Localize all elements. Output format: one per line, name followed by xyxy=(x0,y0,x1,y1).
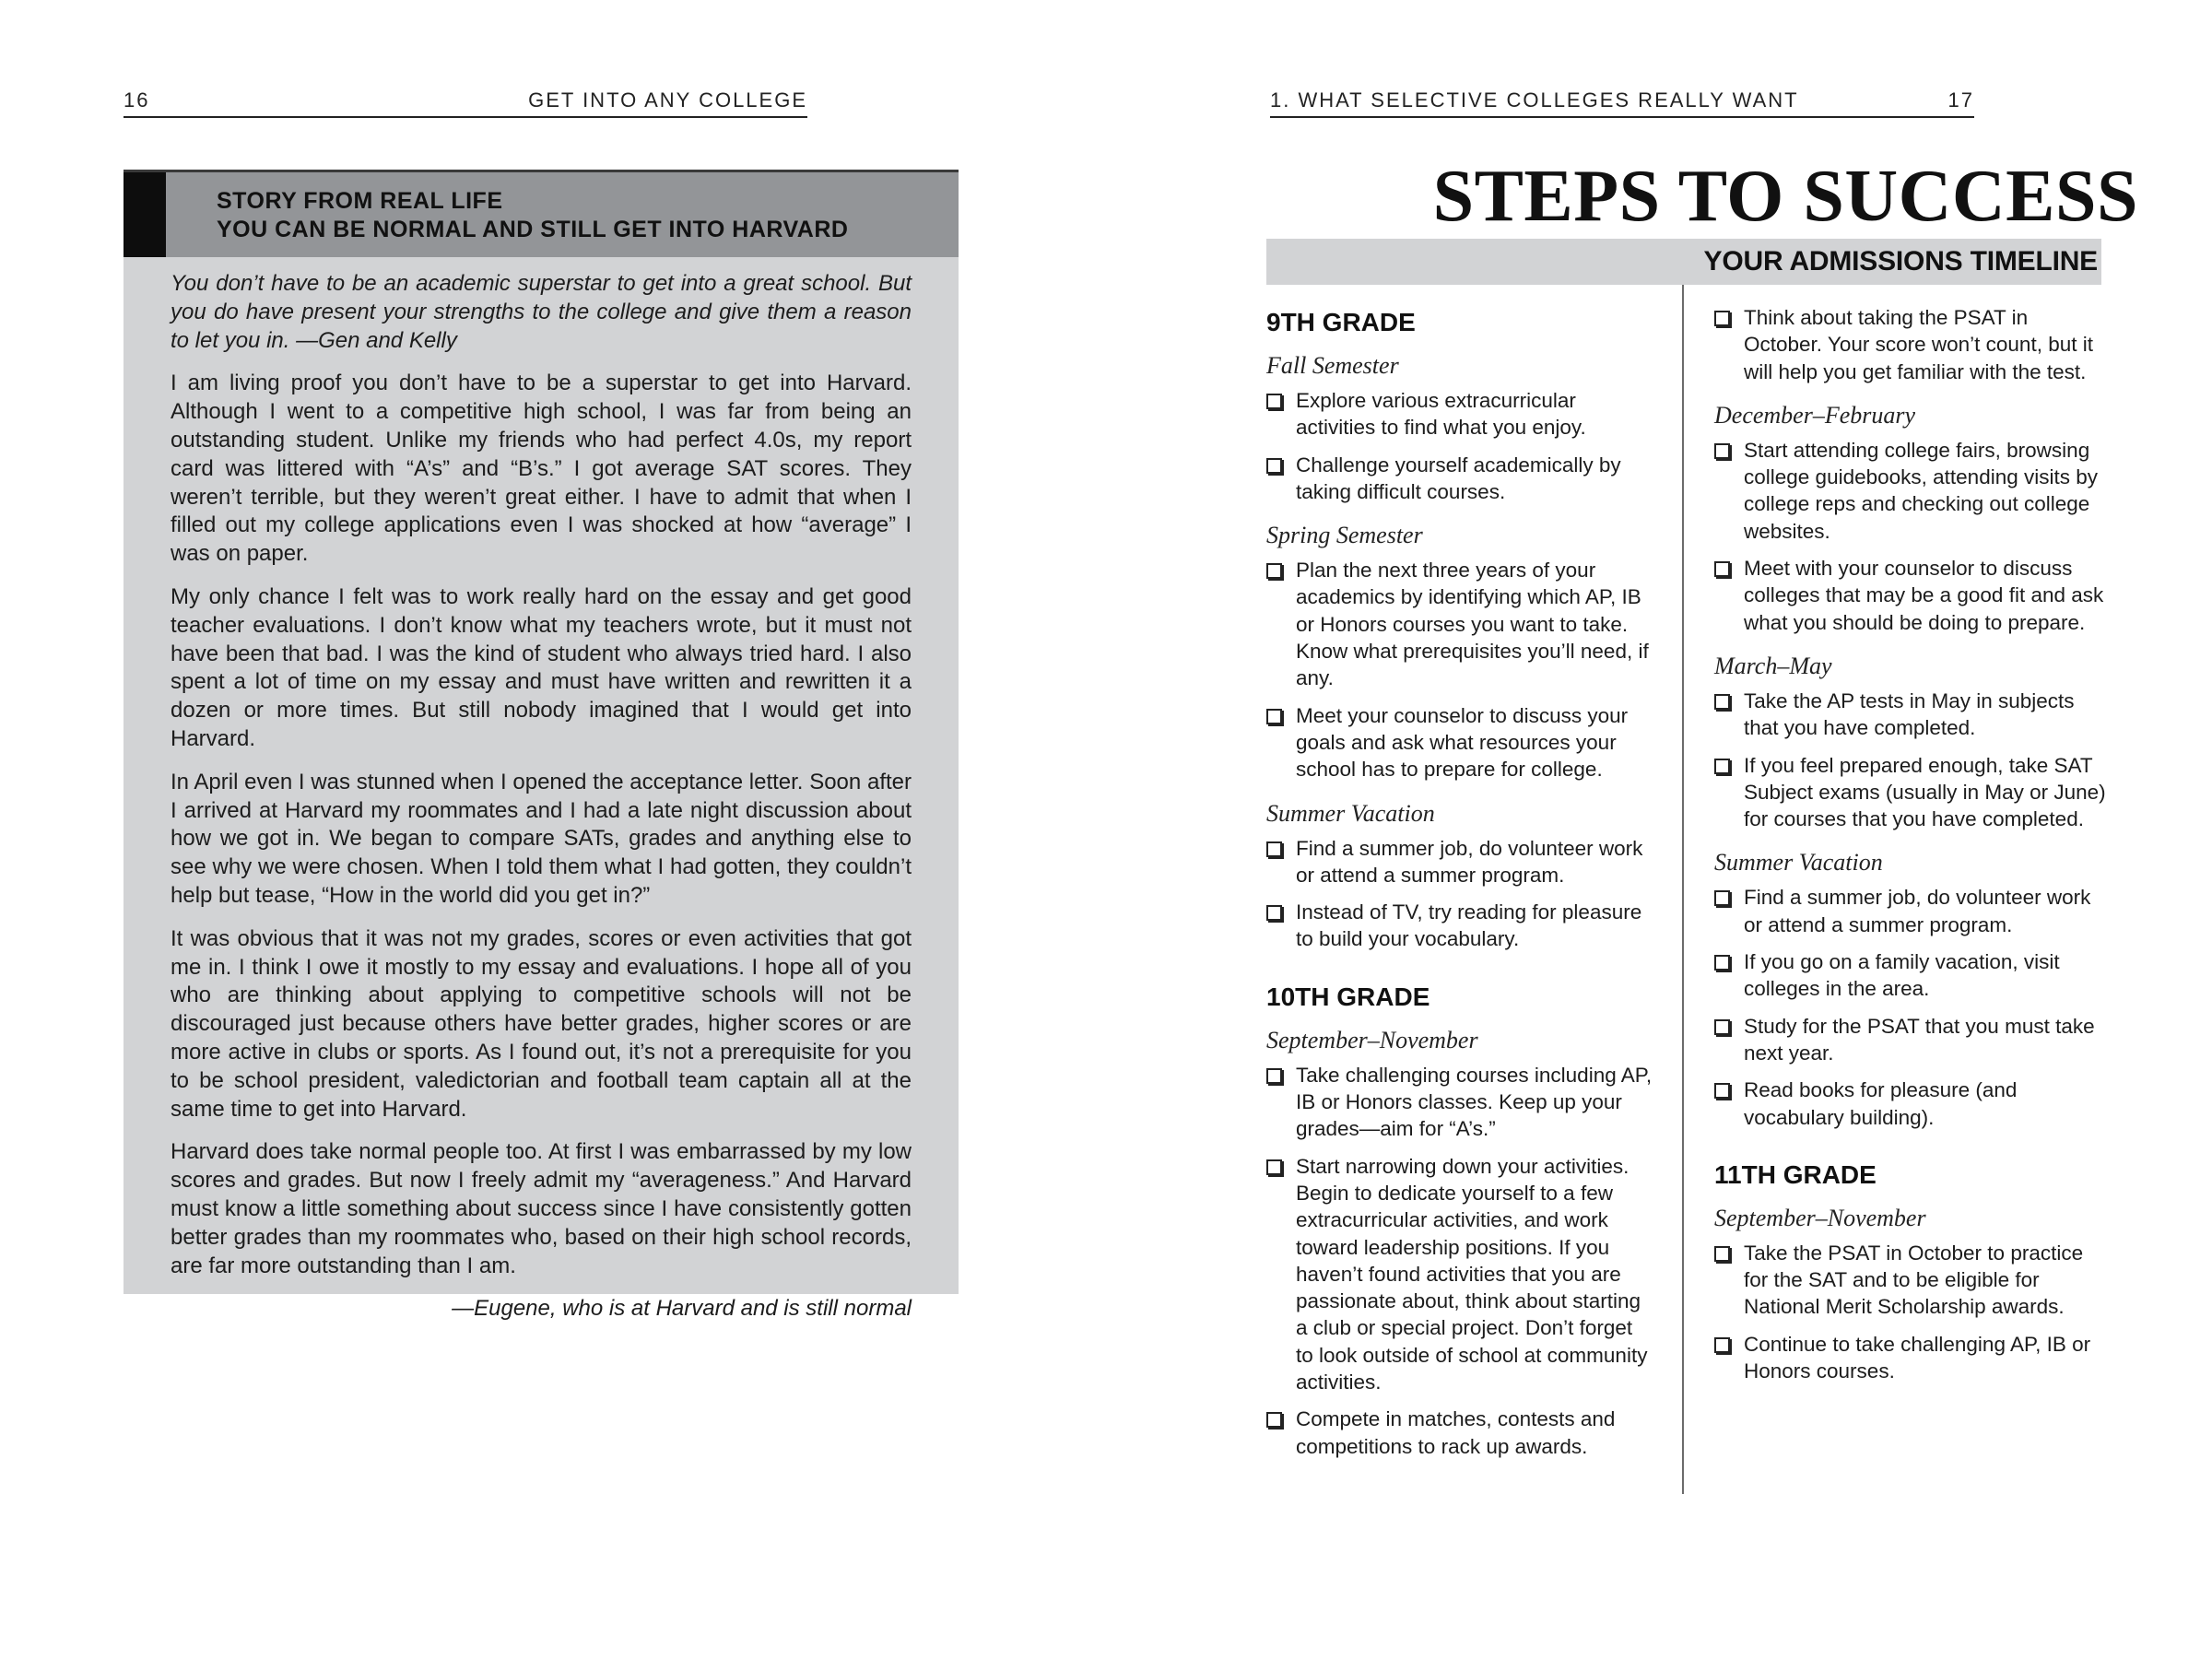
checklist-item-text: Meet with your counselor to discuss colleges that may be a good fit and ask what you should be doing to prepare. xyxy=(1744,557,2104,634)
story-body xyxy=(171,270,912,1338)
grade-heading-10: 10TH GRADE xyxy=(1266,982,1430,1011)
right-page xyxy=(1106,0,2212,1659)
story-header xyxy=(124,170,959,257)
checkbox-icon xyxy=(1714,443,1730,459)
checklist-item xyxy=(1714,304,2111,385)
period-heading: September–November xyxy=(1714,1204,1926,1231)
running-header-right xyxy=(1270,88,1974,118)
checklist-item-text: Challenge yourself academically by taking difficult courses. xyxy=(1296,453,1621,503)
checklist-item xyxy=(1266,899,1653,953)
checklist-item xyxy=(1714,555,2111,636)
period-heading: September–November xyxy=(1266,1026,1478,1053)
period-heading: Summer Vacation xyxy=(1714,849,1883,877)
running-header-left xyxy=(124,88,807,118)
page-number-left: 16 xyxy=(124,88,150,112)
checklist-item-text: Continue to take challenging AP, IB or Honors courses. xyxy=(1744,1332,2091,1383)
story-paragraph: It was obvious that it was not my grades, scores or even activities that got me in. I think I owe it mostly to my essay and evaluations. I hope all of you who are thinking about applying to competitive schools will not be discouraged just because others have better grades, higher scores or are more active in clubs or sports. As I found out, it’s not a prerequisite for you to be school president, valedictorian and football team captain all at the same time to get into Harvard. xyxy=(171,925,912,1122)
checklist-item xyxy=(1714,884,2111,938)
checklist-item xyxy=(1714,948,2111,1003)
page-title: STEPS TO SUCCESS xyxy=(1432,156,2138,237)
story-label: STORY FROM REAL LIFE xyxy=(217,188,503,214)
story-header-accent-bar xyxy=(124,172,166,257)
checkbox-icon xyxy=(1714,1337,1730,1353)
checkbox-icon xyxy=(1714,955,1730,971)
story-paragraph: My only chance I felt was to work really hard on the essay and get good teacher evaluations. I don’t know what my teachers wrote, but it must not have been that bad. I was the kind of student who always tried hard. I also spent a lot of time on my essay and must have written and rewritten it a dozen or more times. But still nobody imagined that I would get into Harvard. xyxy=(171,583,912,751)
period-heading: Fall Semester xyxy=(1266,352,1399,379)
checkbox-icon xyxy=(1714,1019,1730,1035)
checklist-item-text: Find a summer job, do volunteer work or attend a summer program. xyxy=(1296,836,1643,887)
running-title-right: 1. WHAT SELECTIVE COLLEGES REALLY WANT xyxy=(1270,88,1799,112)
checklist-item xyxy=(1266,1406,1653,1460)
checklist-item-text: Take the PSAT in October to practice for the SAT and to be eligible for National Merit Scholarship awards. xyxy=(1744,1241,2084,1319)
checkbox-icon xyxy=(1714,1246,1730,1262)
checklist-item xyxy=(1266,835,1653,889)
checklist-item xyxy=(1714,437,2111,545)
checkbox-icon xyxy=(1266,1159,1282,1175)
story-title: YOU CAN BE NORMAL AND STILL GET INTO HARVARD xyxy=(217,217,849,242)
column-divider xyxy=(1682,285,1684,1494)
checklist-item-text: Meet your counselor to discuss your goals and ask what resources your school has to prepare for college. xyxy=(1296,703,1629,782)
checkbox-icon xyxy=(1266,563,1282,579)
checklist-item-text: Study for the PSAT that you must take next year. xyxy=(1744,1014,2095,1065)
grade-heading-9: 9TH GRADE xyxy=(1266,308,1416,336)
checklist-item xyxy=(1266,702,1653,783)
checklist-item-text: Think about taking the PSAT in October. Your score won’t count, but it will help you get familiar with the test. xyxy=(1744,306,2093,383)
checklist-item xyxy=(1266,557,1653,691)
checkbox-icon xyxy=(1266,905,1282,921)
checkbox-icon xyxy=(1266,1068,1282,1084)
period-heading: Spring Semester xyxy=(1266,522,1423,549)
story-intro: You don’t have to be an academic superstar to get into a great school. But you do have present your strengths to the college and give them a reason to let you in. —Gen and Kelly xyxy=(171,271,912,353)
checklist-item xyxy=(1266,452,1653,506)
story-sidebar xyxy=(124,170,959,1322)
story-signature: —Eugene, who is at Harvard and is still normal xyxy=(452,1296,912,1322)
grade-heading-11: 11TH GRADE xyxy=(1714,1159,1877,1189)
story-header-text xyxy=(217,187,848,244)
checklist-item xyxy=(1714,1013,2111,1067)
checklist-item-text: Plan the next three years of your academics by identifying which AP, IB or Honors courses you want to take. Know what prerequisites you’ll need, if any. xyxy=(1296,559,1649,690)
checkbox-icon xyxy=(1266,709,1282,724)
timeline-subtitle: YOUR ADMISSIONS TIMELINE xyxy=(1703,246,2098,276)
checklist-item-text: If you feel prepared enough, take SAT Subject exams (usually in May or June) for courses that you have completed. xyxy=(1744,753,2106,831)
checkbox-icon xyxy=(1714,759,1730,774)
period-heading: December–February xyxy=(1714,401,1916,429)
checkbox-icon xyxy=(1266,841,1282,857)
timeline-column-2 xyxy=(1714,304,2111,1394)
story-paragraph: In April even I was stunned when I opened the acceptance letter. Soon after I arrived at Harvard my roommates and I had a late night discussion about how we got in. We began to compare SATs, grades and anything else to see why we were chosen. When I told them what I had gotten, they couldn’t help but tease, “How in the world did you get in?” xyxy=(171,769,912,908)
checkbox-icon xyxy=(1266,1412,1282,1428)
checkbox-icon xyxy=(1714,561,1730,577)
checklist-item-text: If you go on a family vacation, visit colleges in the area. xyxy=(1744,950,2060,1001)
story-paragraph: Harvard does take normal people too. At first I was embarrassed by my low scores and grades. But now I freely admit my “averageness.” And Harvard must know a little something about success since I have consistently gotten better grades than my roommates who, based on their high school records, are far more outstanding than I am. xyxy=(171,1139,912,1278)
period-heading: Summer Vacation xyxy=(1266,799,1435,827)
checklist-item-text: Start narrowing down your activities. Begin to dedicate yourself to a few extracurricular activities, and work toward leadership positions. If you haven’t found activities that you are passionate about, think about starting a club or special project. Don’t forget to look outside of school at community activities. xyxy=(1296,1154,1648,1394)
checklist-item xyxy=(1714,1240,2111,1321)
checkbox-icon xyxy=(1714,694,1730,710)
checkbox-icon xyxy=(1266,458,1282,474)
checklist-item-text: Instead of TV, try reading for pleasure to build your vocabulary. xyxy=(1296,900,1642,951)
period-heading: March–May xyxy=(1714,652,1832,679)
page-number-right: 17 xyxy=(1947,88,1974,112)
checkbox-icon xyxy=(1266,394,1282,409)
checklist-item-text: Start attending college fairs, browsing college guidebooks, attending visits by college reps and checking out college websites. xyxy=(1744,438,2098,543)
checklist-item xyxy=(1714,1077,2111,1131)
checklist-item xyxy=(1266,1062,1653,1143)
checkbox-icon xyxy=(1714,890,1730,906)
checklist-item-text: Find a summer job, do volunteer work or attend a summer program. xyxy=(1744,886,2091,936)
checklist-item-text: Take challenging courses including AP, IB or Honors classes. Keep up your grades—aim for “A’s.” xyxy=(1296,1063,1653,1141)
timeline-banner xyxy=(1266,239,2101,285)
checkbox-icon xyxy=(1714,311,1730,326)
checklist-item-text: Read books for pleasure (and vocabulary building). xyxy=(1744,1078,2018,1129)
checklist-item xyxy=(1266,1153,1653,1396)
checklist-item xyxy=(1714,752,2111,833)
checklist-item-text: Compete in matches, contests and competitions to rack up awards. xyxy=(1296,1407,1616,1458)
checklist-item xyxy=(1266,387,1653,441)
checklist-item-text: Explore various extracurricular activities to find what you enjoy. xyxy=(1296,389,1586,440)
checkbox-icon xyxy=(1714,1083,1730,1099)
running-title-left: GET INTO ANY COLLEGE xyxy=(528,88,807,112)
checklist-item xyxy=(1714,688,2111,742)
story-paragraph: I am living proof you don’t have to be a superstar to get into Harvard. Although I went to a competitive high school, I was far from being an outstanding student. Unlike my friends who had perfect 4.0s, my report card was littered with “A’s” and “B’s.” I got average SAT scores. They weren’t terrible, but they weren’t great either. I have to admit that when I filled out my college applications even I was shocked at how “average” I was on paper. xyxy=(171,371,912,567)
timeline-column-1 xyxy=(1266,304,1653,1470)
checklist-item-text: Take the AP tests in May in subjects that you have completed. xyxy=(1744,688,2075,740)
checklist-item xyxy=(1714,1331,2111,1385)
